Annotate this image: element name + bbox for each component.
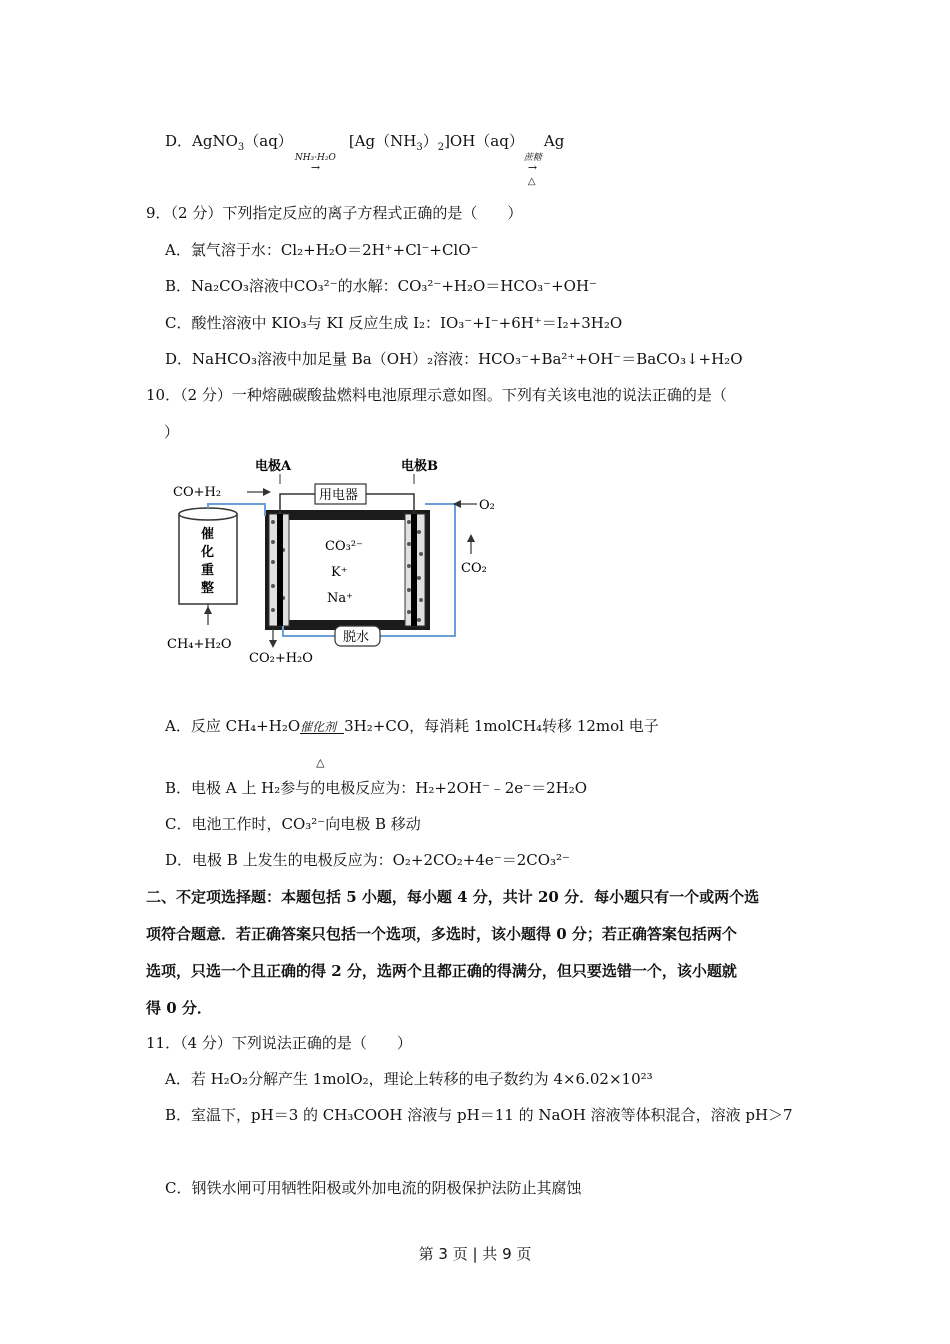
q11-option-a: A．若 H₂O₂分解产生 1molO₂，理论上转移的电子数约为 4×6.02×10²³ [165,1070,653,1088]
q11-stem: 11．（4 分）下列说法正确的是（ ） [146,1034,412,1052]
q10-option-b: B．电极 A 上 H₂参与的电极反应为：H₂+2OH⁻﹣2e⁻＝2H₂O [165,779,588,797]
dehydrator-label: 脱水 [343,630,370,645]
q9-option-c: C．酸性溶液中 KIO₃与 KI 反应生成 I₂：IO₃⁻+I⁻+6H⁺＝I₂+3H₂O [165,314,623,332]
section2-line-2: 项符合题意．若正确答案只包括一个选项，多选时，该小题得 0 分；若正确答案包括两个 [146,925,737,943]
q9-stem: 9．（2 分）下列指定反应的离子方程式正确的是（ ） [146,204,523,222]
section2-line-4: 得 0 分． [146,999,212,1017]
electrode-b-label: 电极B [401,459,438,474]
o2-label: O₂ [479,498,495,513]
q10-option-c: C．电池工作时，CO₃²⁻向电极 B 移动 [165,815,421,833]
reformer-char-3: 重 [201,563,215,578]
q10-option-a: A．反应 CH₄+H₂O 催化剂 △ 3H₂+CO，每消耗 1molCH₄转移 12mol 电子 [165,717,659,769]
q9-option-a: A．氯气溶于水：Cl₂+H₂O＝2H⁺+Cl⁻+ClO⁻ [165,241,479,259]
electrode-b-bar [411,514,417,626]
ion-sodium: Na⁺ [327,591,353,606]
reformer-char-2: 化 [201,545,215,560]
q9-option-b: B．Na₂CO₃溶液中CO₃²⁻的水解：CO₃²⁻+H₂O＝HCO₃⁻+OH⁻ [165,277,597,295]
electrode-a-bar [277,514,283,626]
q8-option-d: D．AgNO$_3$（aq） NH₃·H₂O → $[Ag(NH_3)_2]OH(aq)$ 蔗糖 → △ Ag [165,132,565,187]
q10-stem-close: ） [164,423,180,441]
section2-line-1: 二、不定项选择题：本题包括 5 小题，每小题 4 分，共计 20 分．每小题只有一个或两个选 [146,888,760,906]
q9-option-d: D．NaHCO₃溶液中加足量 Ba（OH）₂溶液：HCO₃⁻+Ba²⁺+OH⁻＝BaCO₃↓+H₂O [165,350,743,368]
inlet-label: CO+H₂ [173,485,222,500]
feed-label: CH₄+H₂O [167,637,232,652]
reformer-char-1: 催 [201,527,215,542]
q11-option-b: B．室温下，pH＝3 的 CH₃COOH 溶液与 pH＝11 的 NaOH 溶液等体积混合，溶液 pH＞7 [165,1106,793,1124]
page-footer: 第 3 页 | 共 9 页 [418,1245,532,1263]
electrode-a-label: 电极A [255,459,292,474]
co2-label: CO₂ [461,561,487,576]
fuel-cell-diagram [165,450,505,670]
reformer-char-4: 整 [201,581,215,596]
section2-line-3: 选项，只选一个且正确的得 2 分，选两个且都正确的得满分，但只要选错一个，该小题就 [146,962,737,980]
ion-carbonate: CO₃²⁻ [325,539,363,554]
ion-potassium: K⁺ [331,565,348,580]
outlet-label: CO₂+H₂O [249,651,313,666]
q10-option-d: D．电极 B 上发生的电极反应为：O₂+2CO₂+4e⁻＝2CO₃²⁻ [165,851,570,869]
q10-stem: 10．（2 分）一种熔融碳酸盐燃料电池原理示意如图。下列有关该电池的说法正确的是（ [146,386,727,404]
load-label: 用电器 [319,488,359,503]
q11-option-c: C．钢铁水闸可用牺牲阳极或外加电流的阴极保护法防止其腐蚀 [165,1179,582,1197]
